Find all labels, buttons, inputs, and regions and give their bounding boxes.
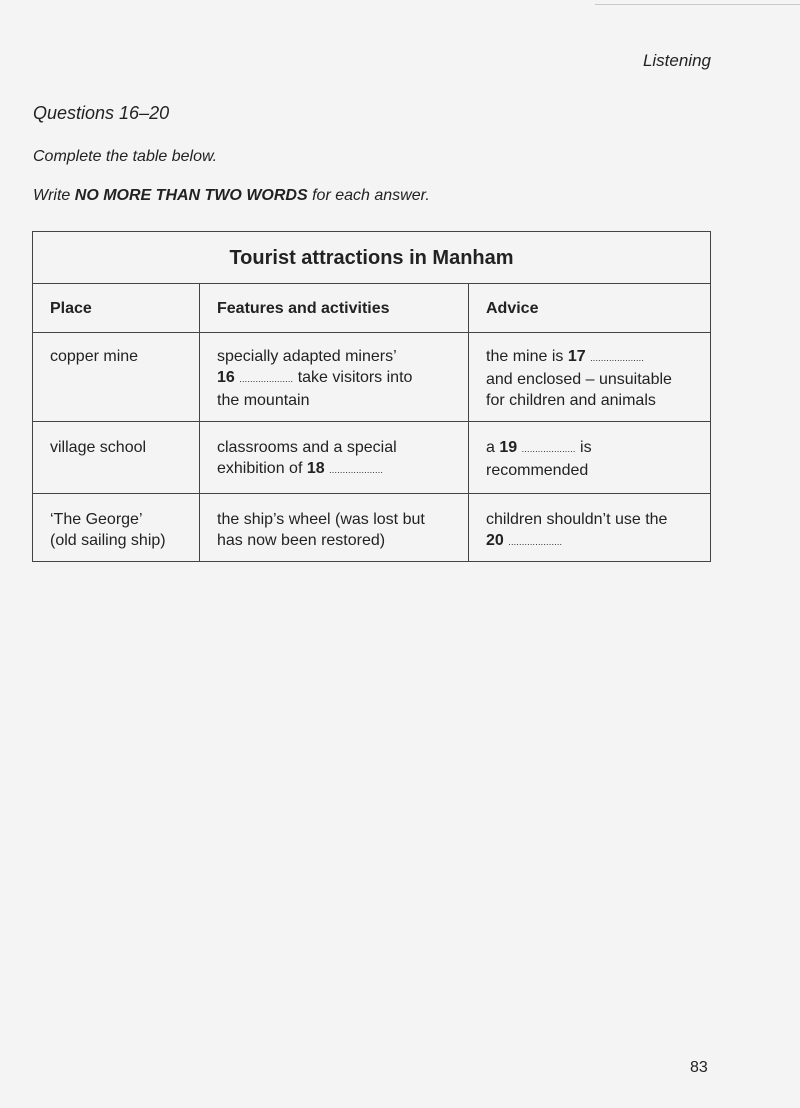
row-divider — [33, 421, 710, 422]
cell-line: (old sailing ship) — [50, 532, 166, 549]
table-cell-features — [217, 346, 457, 411]
cell-line: specially adapted miners’ — [217, 348, 397, 365]
cell-line — [486, 346, 706, 369]
answer-blank-20[interactable]: .................... — [508, 537, 563, 547]
instruction-suffix: for each answer. — [307, 187, 430, 204]
instruction-prefix: Write — [33, 187, 75, 204]
answer-blank-16[interactable]: .................... — [239, 374, 294, 384]
question-number-19: 19 — [499, 439, 518, 456]
cell-text: the mine is — [486, 348, 568, 365]
cell-line: classrooms and a special — [217, 439, 397, 456]
question-number-18: 18 — [306, 460, 325, 477]
column-header-advice: Advice — [486, 300, 539, 317]
instruction-complete-table: Complete the table below. — [33, 148, 218, 165]
answer-blank-19[interactable]: .................... — [521, 444, 576, 454]
answer-blank-18[interactable]: .................... — [329, 465, 384, 475]
table-cell-place: village school — [50, 439, 147, 456]
cell-line: for children and animals — [486, 392, 656, 409]
cell-line: children shouldn’t use the — [486, 511, 668, 528]
cell-line — [486, 437, 706, 460]
instruction-word-limit — [33, 187, 430, 205]
cell-line: recommended — [486, 462, 589, 479]
cell-text: take visitors into — [293, 369, 413, 386]
column-divider — [468, 284, 469, 561]
question-number-16: 16 — [217, 369, 235, 386]
table-title: Tourist attractions in Manham — [33, 232, 710, 284]
top-divider — [595, 4, 800, 5]
section-label: Listening — [642, 51, 711, 70]
cell-line — [217, 367, 457, 390]
column-header-place: Place — [50, 300, 92, 317]
page-number: 83 — [690, 1059, 708, 1076]
cell-text: exhibition of — [217, 460, 307, 477]
table-cell-place — [50, 509, 195, 551]
cell-line: the mountain — [217, 392, 310, 409]
instruction-word-limit-emphasis: NO MORE THAN TWO WORDS — [74, 187, 308, 204]
answer-blank-17[interactable]: .................... — [590, 353, 645, 363]
question-number-17: 17 — [567, 348, 586, 365]
cell-line: has now been restored) — [217, 532, 386, 549]
column-divider — [199, 284, 200, 561]
cell-line: and enclosed – unsuitable — [486, 371, 672, 388]
table-cell-advice — [486, 346, 706, 411]
cell-text: a — [486, 439, 500, 456]
row-divider — [33, 332, 710, 333]
cell-text: is — [575, 439, 592, 456]
questions-heading: Questions 16–20 — [33, 103, 170, 123]
table-cell-place: copper mine — [50, 348, 139, 365]
column-header-features: Features and activities — [217, 300, 390, 317]
question-number-20: 20 — [486, 532, 504, 549]
table-cell-features — [217, 509, 457, 551]
attractions-table — [32, 231, 711, 562]
table-cell-features — [217, 437, 457, 481]
cell-line: ‘The George’ — [50, 511, 143, 528]
cell-line: the ship’s wheel (was lost but — [217, 511, 425, 528]
cell-line — [217, 458, 457, 481]
row-divider — [33, 493, 710, 494]
table-cell-advice — [486, 437, 706, 481]
cell-line — [486, 530, 706, 553]
table-cell-advice — [486, 509, 706, 553]
